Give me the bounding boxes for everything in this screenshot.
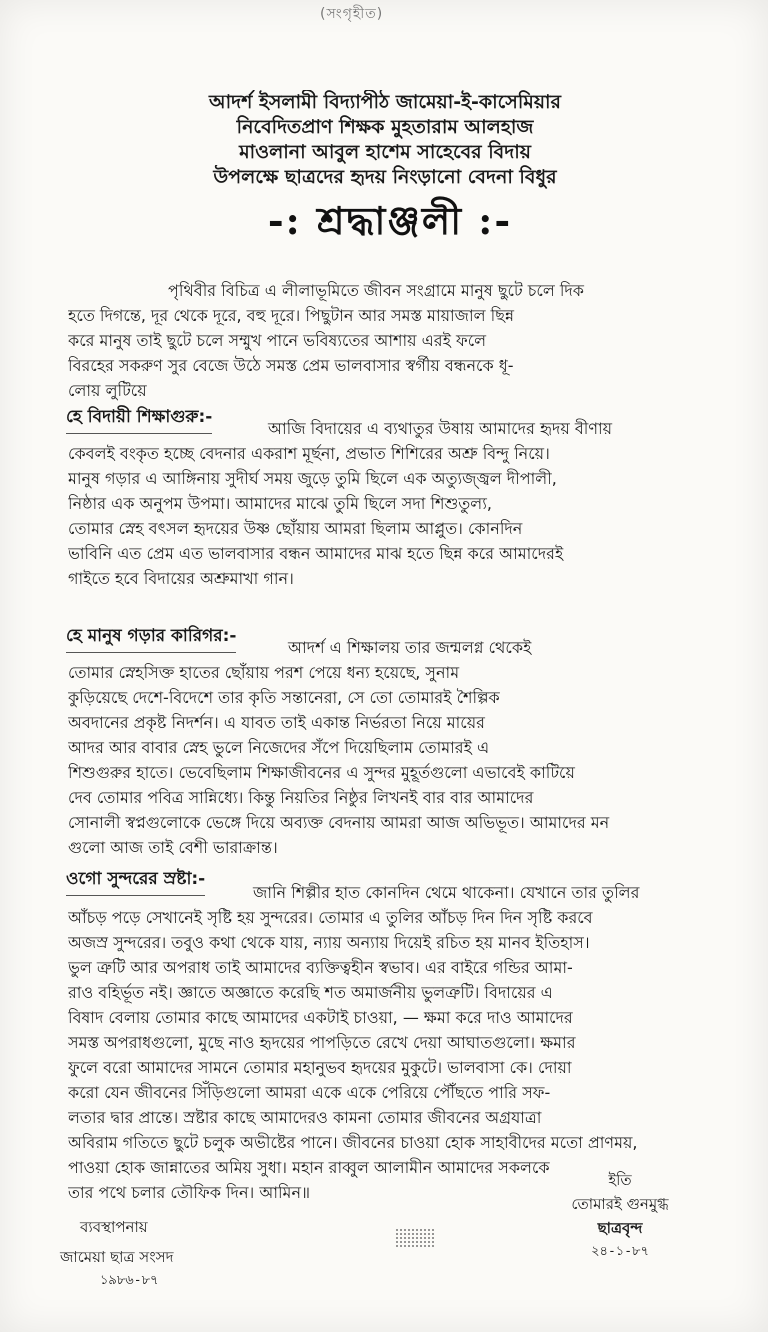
- text-line: হতে দিগন্তে, দূর থেকে দূরে, বহু দূরে। পিছুটান আর সমস্ত মায়াজাল ছিন্ন: [68, 306, 515, 325]
- text-line: জানি শিল্পীর হাত কোনদিন থেমে থাকেনা। যেখানে তার তুলির: [253, 883, 640, 902]
- text-line: অবদানের প্রকৃষ্ট নিদর্শন। এ যাবত তাই একান্ত নির্ভরতা নিয়ে মায়ের: [68, 713, 485, 732]
- section-heading-creator: ওগো সুন্দরের স্রষ্টা:-: [66, 866, 205, 896]
- document-header: [60, 90, 710, 190]
- text-line: অবিরাম গতিতে ছুটে চলুক অভীষ্টের পানে। জীবনের চাওয়া হোক সাহাবীদের মতো প্রাণময়,: [68, 1133, 638, 1152]
- text-line: তার পথে চলার তৌফিক দিন। আমিন॥: [68, 1183, 311, 1202]
- text-line: শিশুগুরুর হাতে। ভেবেছিলাম শিক্ষাজীবনের এ সুন্দর মুহূর্তগুলো এভাবেই কাটিয়ে: [68, 763, 575, 782]
- text-line: দেব তোমার পবিত্র সান্নিধ্যে। কিন্তু নিয়তির নিষ্ঠুর লিখনই বার বার আমাদের: [68, 788, 534, 807]
- text-line: ভুল ত্রুটি আর অপরাধ তাই আমাদের ব্যক্তিত্বহীন স্বভাব। এর বাইরে গন্ডির আমা-: [68, 958, 573, 977]
- text-line: বিষাদ বেলায় তোমার কাছে আমাদের একটাই চাওয়া, — ক্ষমা করে দাও আমাদের: [68, 1008, 573, 1027]
- text-line: করে মানুষ তাই ছুটে চলে সম্মুখ পানে ভবিষ্যতের আশায় এরই ফলে: [68, 331, 487, 350]
- text-line: পৃথিবীর বিচিত্র এ লীলাভূমিতে জীবন সংগ্রামে মানুষ ছুটে চলে দিক: [168, 281, 585, 300]
- section-heading-teacher: হে বিদায়ী শিক্ষাগুরু:-: [66, 404, 212, 434]
- signoff-group: ছাত্রবৃন্দ: [597, 1219, 643, 1237]
- footer-organizer: [60, 1215, 320, 1293]
- text-line: মানুষ গড়ার এ আঙ্গিনায় সুদীর্ঘ সময় জুড়ে তুমি ছিলে এক অত্যুজ্জ্বল দীপালী,: [68, 469, 557, 488]
- organizer-session: ১৯৮৬-৮৭: [100, 1273, 159, 1288]
- text-line: আজি বিদায়ের এ ব্যথাতুর উষায় আমাদের হৃদয় বীণায়: [268, 419, 613, 438]
- text-line: আদর্শ এ শিক্ষালয় তার জন্মলগ্ন থেকেই: [288, 638, 532, 657]
- header-line: উপলক্ষে ছাত্রদের হৃদয় নিংড়ানো বেদনা বিধুর: [213, 166, 557, 188]
- section-heading-craftsman: হে মানুষ গড়ার কারিগর:-: [66, 623, 236, 653]
- organizer-label: ব্যবস্থাপনায়: [80, 1218, 148, 1236]
- text-line: করো যেন জীবনের সিঁড়িগুলো আমরা একে একে পেরিয়ে পৌঁছতে পারি সফ-: [68, 1083, 551, 1102]
- text-line: লোয় লুটিয়ে: [68, 381, 147, 400]
- text-line: লতার দ্বার প্রান্তে। স্রষ্টার কাছে আমাদেরও কামনা তোমার জীবনের অগ্রযাত্রা: [68, 1108, 542, 1127]
- text-line: আদর আর বাবার স্নেহ ভুলে নিজেদের সঁপে দিয়েছিলাম তোমারই এ: [68, 738, 490, 757]
- header-line: নিবেদিতপ্রাণ শিক্ষক মুহতারাম আলহাজ: [236, 116, 534, 138]
- document-title: -: শ্রদ্ধাঞ্জলী :-: [267, 198, 513, 243]
- text-line: তোমার স্নেহ বৎসল হৃদয়ের উষ্ণ ছোঁয়ায় আমরা ছিলাম আপ্লুত। কোনদিন: [68, 519, 523, 538]
- top-scribble: (সংগৃহীত): [320, 6, 384, 22]
- text-line: কুড়িয়েছে দেশে-বিদেশে তার কৃতি সন্তানেরা, সে তো তোমারই শৈল্পিক: [68, 688, 500, 707]
- organizer-name: জামেয়া ছাত্র সংসদ: [60, 1248, 174, 1266]
- text-line: আঁচড় পড়ে সেখানেই সৃষ্টি হয় সুন্দরের। তোমার এ তুলির আঁচড় দিন দিন সৃষ্টি করবে: [68, 908, 593, 927]
- text-line: গুলো আজ তাই বেশী ভারাক্রান্ত।: [68, 838, 278, 857]
- header-line: মাওলানা আবুল হাশেম সাহেবের বিদায়: [239, 141, 531, 163]
- text-line: রাও বহির্ভূত নই। জ্ঞাতে অজ্ঞাতে করেছি শত অমার্জনীয় ভুলত্রুটি। বিদায়ের এ: [68, 983, 553, 1002]
- text-line: বিরহের সকরুণ সুর বেজে উঠে সমস্ত প্রেম ভালবাসার স্বর্গীয় বন্ধনকে ধূ-: [68, 356, 514, 375]
- text-line: অজস্র সুন্দরের। তবুও কথা থেকে যায়, ন্যায় অন্যায় দিয়েই রচিত হয় মানব ইতিহাস।: [68, 933, 590, 952]
- text-line: নিষ্ঠার এক অনুপম উপমা। আমাদের মাঝে তুমি ছিলে সদা শিশুতুল্য,: [68, 494, 492, 513]
- text-line: সোনালী স্বপ্নগুলোকে ভেঙ্গে দিয়ে অব্যক্ত বেদনায় আমরা আজ অভিভূত। আমাদের মন: [68, 813, 610, 832]
- signoff-from: তোমারই গুনমুগ্ধ: [571, 1195, 669, 1213]
- section-craftsman-paragraph: [68, 635, 708, 860]
- section-creator-paragraph: [68, 880, 708, 1205]
- text-line: তোমার স্নেহসিক্ত হাতের ছোঁয়ায় পরশ পেয়ে ধন্য হয়েছে, সুনাম: [68, 663, 460, 682]
- signoff-label: ইতি: [608, 1171, 632, 1189]
- footer-signature: [505, 1168, 735, 1264]
- text-line: গাইতে হবে বিদায়ের অশ্রুমাখা গান।: [68, 569, 294, 588]
- text-line: ভাবিনি এত প্রেম এত ভালবাসার বন্ধন আমাদের মাঝ হতে ছিন্ন করে আমাদেরই: [68, 544, 564, 563]
- text-line: ফুলে বরো আমাদের সামনে তোমার মহানুভব হৃদয়ের মুকুটে। ভালবাসা কে। দোয়া: [68, 1058, 572, 1077]
- stamp-mark: [395, 1228, 435, 1248]
- text-line: কেবলই বংকৃত হচ্ছে বেদনার একরাশ মূর্ছনা, প্রভাত শিশিরের অশ্রু বিন্দু নিয়ে।: [68, 444, 550, 463]
- signoff-date: ২৪-১-৮৭: [591, 1244, 649, 1259]
- section-teacher-paragraph: [68, 416, 708, 591]
- header-line: আদর্শ ইসলামী বিদ্যাপীঠ জামেয়া-ই-কাসেমিয়ার: [209, 91, 561, 113]
- intro-paragraph: [68, 278, 708, 403]
- text-line: পাওয়া হোক জান্নাতের অমিয় সুধা। মহান রাব্বুল আলামীন আমাদের সকলকে: [68, 1158, 550, 1177]
- text-line: সমস্ত অপরাধগুলো, মুছে নাও হৃদয়ের পাপড়িতে রেখে দেয়া আঘাতগুলো। ক্ষমার: [68, 1033, 576, 1052]
